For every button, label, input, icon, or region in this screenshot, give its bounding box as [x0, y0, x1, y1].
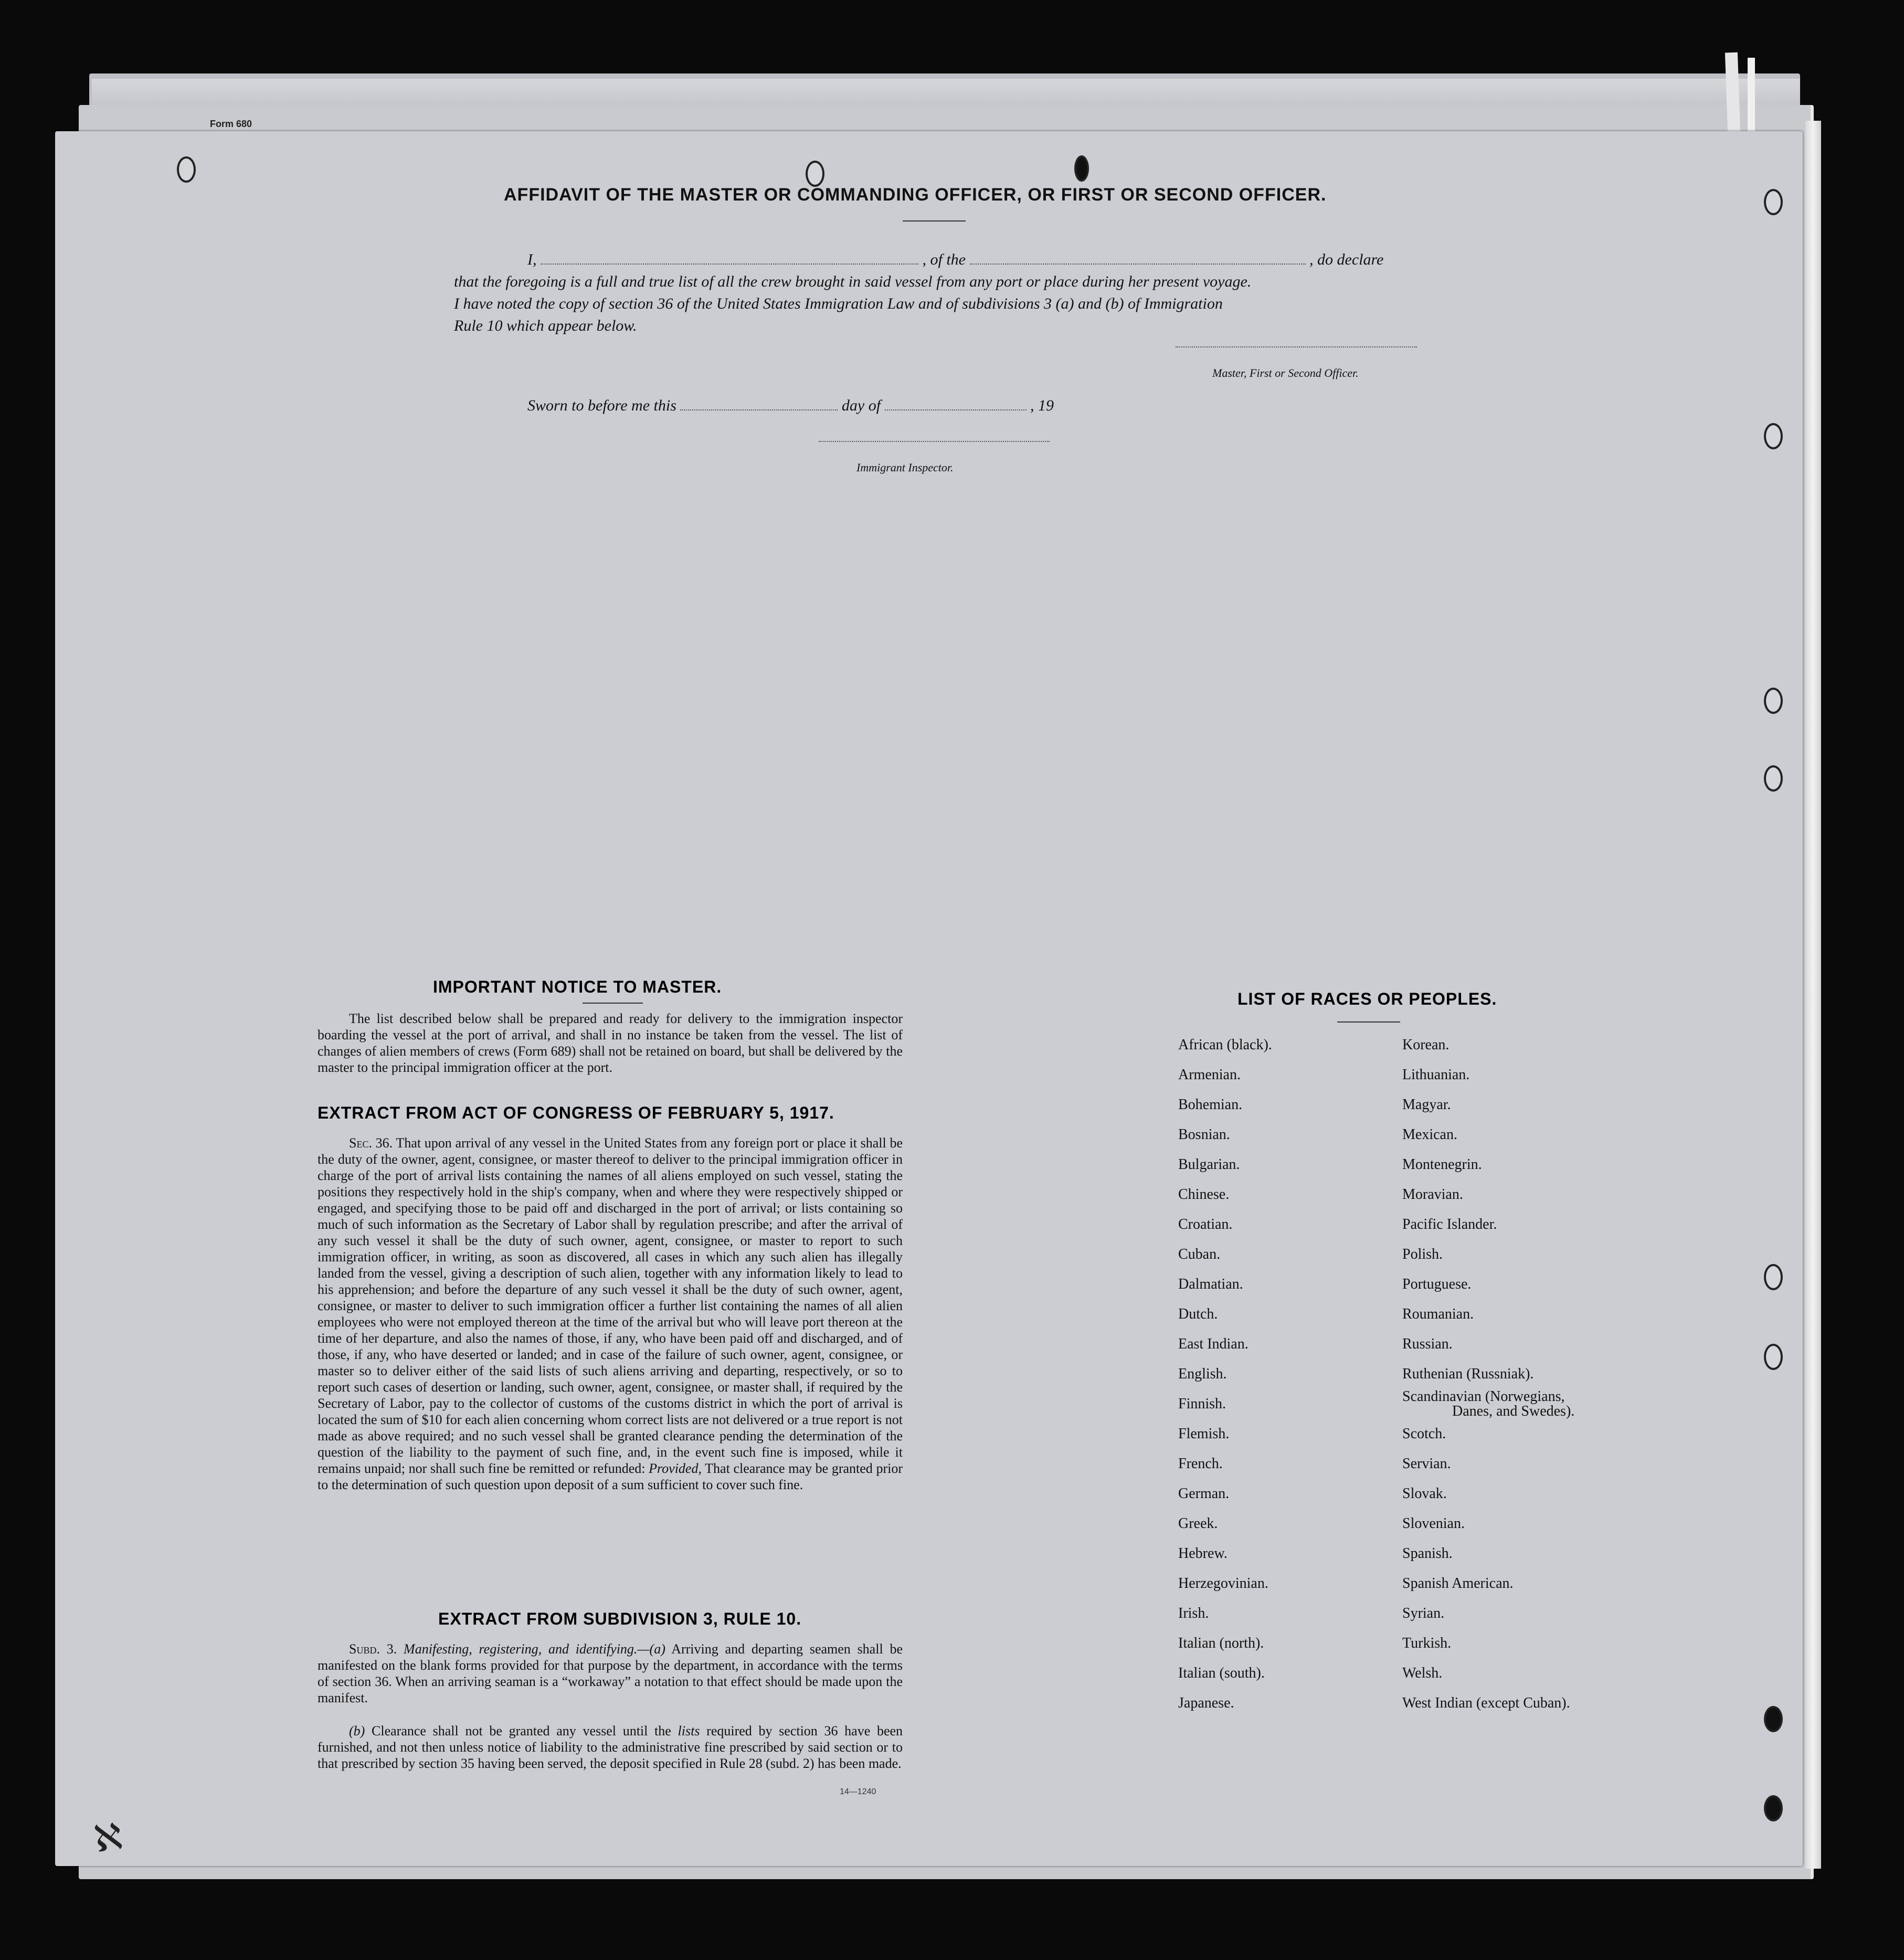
notice-title: IMPORTANT NOTICE TO MASTER.	[433, 977, 722, 996]
race-item: Slovak.	[1402, 1485, 1447, 1502]
race-item: Italian (north).	[1178, 1635, 1264, 1651]
race-item: Russian.	[1402, 1336, 1453, 1352]
act-heading: EXTRACT FROM ACT OF CONGRESS OF FEBRUARY 5, 1917.	[318, 1103, 834, 1122]
notice-underline	[583, 1003, 643, 1004]
subd-label: Subd. 3.	[349, 1641, 397, 1657]
race-item: Cuban.	[1178, 1246, 1221, 1262]
affidavit-line-2: that the foregoing is a full and true list of all the crew brought in said vessel from any port or place during her present voyage.	[454, 273, 1252, 290]
punch-hole-icon	[1764, 765, 1783, 792]
race-item: Syrian.	[1402, 1605, 1445, 1621]
race-item: Ruthenian (Russniak).	[1402, 1366, 1534, 1382]
affidavit-title: AFFIDAVIT OF THE MASTER OR COMMANDING OFFICER, OR FIRST OR SECOND OFFICER.	[504, 185, 1327, 205]
race-item: Dalmatian.	[1178, 1276, 1243, 1292]
punch-hole-icon	[1764, 1795, 1783, 1821]
provided-word: Provided,	[649, 1461, 702, 1476]
race-item: Dutch.	[1178, 1306, 1218, 1322]
rule10-subd-a-text	[318, 1641, 903, 1706]
inspector-signature-field[interactable]	[819, 441, 1050, 442]
form-page	[55, 131, 1803, 1866]
declarant-name-field[interactable]	[541, 264, 918, 265]
race-item: Hebrew.	[1178, 1545, 1228, 1562]
race-item: Greek.	[1178, 1515, 1218, 1532]
subd-title: Manifesting, registering, and identifying.	[404, 1641, 638, 1657]
race-item: Scotch.	[1402, 1426, 1446, 1442]
punch-hole-icon	[1764, 1344, 1783, 1370]
race-item: Pacific Islander.	[1402, 1216, 1497, 1232]
race-item: Moravian.	[1402, 1186, 1463, 1203]
sworn-month-field[interactable]	[885, 409, 1027, 410]
race-item: Italian (south).	[1178, 1665, 1265, 1681]
race-item: English.	[1178, 1366, 1227, 1382]
form-number: Form 680	[210, 119, 252, 129]
race-item: Roumanian.	[1402, 1306, 1474, 1322]
section-label: Sec. 36.	[349, 1135, 393, 1151]
sworn-day-field[interactable]	[680, 409, 838, 410]
race-item: Lithuanian.	[1402, 1067, 1470, 1083]
declare-suffix: , do declare	[1309, 251, 1384, 268]
race-item: Korean.	[1402, 1037, 1450, 1053]
subd-a-label: —(a)	[637, 1641, 665, 1657]
race-item: Scandinavian (Norwegians,	[1402, 1388, 1565, 1405]
act-section-36-text	[318, 1135, 903, 1493]
sheet-right-edge	[1805, 121, 1821, 1869]
subd-b-lists: lists	[678, 1723, 700, 1738]
race-item: Spanish.	[1402, 1545, 1453, 1562]
master-signature-caption: Master, First or Second Officer.	[1212, 366, 1359, 380]
title-underline	[903, 220, 966, 222]
rule10-heading: EXTRACT FROM SUBDIVISION 3, RULE 10.	[438, 1609, 802, 1628]
punch-hole-icon	[1074, 155, 1089, 182]
race-item: German.	[1178, 1485, 1230, 1502]
race-item: West Indian (except Cuban).	[1402, 1695, 1570, 1711]
race-item: Portuguese.	[1402, 1276, 1472, 1292]
sworn-day-of: day of	[841, 397, 881, 414]
affidavit-line-4: Rule 10 which appear below.	[454, 317, 637, 334]
declarant-prefix: I,	[527, 251, 537, 268]
notice-text: The list described below shall be prepared and ready for delivery to the immigration inspector boarding the vessel at the port of arrival, and shall in no instance be taken from the vessel. The list of changes of alien members of crews (Form 689) shall not be retained on board, but shall be delivered by the master to the principal immigration officer at the port.	[318, 1011, 903, 1075]
pencil-mark: ℵ	[91, 1814, 125, 1861]
race-item: Spanish American.	[1402, 1575, 1514, 1592]
race-item: Slovenian.	[1402, 1515, 1465, 1532]
subd-b-body-1: Clearance shall not be granted any vessel until the	[372, 1723, 671, 1738]
subd-b-label: (b)	[349, 1723, 365, 1738]
races-title: LIST OF RACES OR PEOPLES.	[1237, 989, 1497, 1008]
race-item: French.	[1178, 1456, 1223, 1472]
race-item: Herzegovinian.	[1178, 1575, 1268, 1592]
race-item: Welsh.	[1402, 1665, 1443, 1681]
race-item: African (black).	[1178, 1037, 1272, 1053]
race-item: Croatian.	[1178, 1216, 1233, 1232]
race-item: Chinese.	[1178, 1186, 1230, 1203]
sworn-year: , 19	[1030, 397, 1054, 414]
race-item: Mexican.	[1402, 1126, 1457, 1143]
subd-b-body-2: required by section 36 have been furnished, and not then unless notice of liability to the administrative fine prescribed by said section or to that prescribed by section 35 having been served, the deposit specified in Rule 28 (subd. 2) has been made.	[318, 1723, 903, 1771]
rule10-subd-b-text	[318, 1723, 903, 1772]
race-item: Montenegrin.	[1402, 1156, 1482, 1173]
bleed-through-shadow	[325, 202, 333, 228]
section-body-end: That clearance may be granted prior to the determination of such question upon deposit of a sum sufficient to cover such fine.	[318, 1461, 903, 1492]
punch-hole-icon	[1764, 1264, 1783, 1290]
race-item: Finnish.	[1178, 1396, 1226, 1412]
race-item: Bulgarian.	[1178, 1156, 1240, 1173]
master-signature-field[interactable]	[1176, 346, 1417, 347]
race-item: Irish.	[1178, 1605, 1209, 1621]
race-item: Magyar.	[1402, 1097, 1451, 1113]
punch-hole-icon	[177, 156, 196, 183]
race-item: East Indian.	[1178, 1336, 1249, 1352]
race-item: Bosnian.	[1178, 1126, 1230, 1143]
race-item: Turkish.	[1402, 1635, 1452, 1651]
punch-hole-icon	[806, 161, 824, 187]
inspector-caption: Immigrant Inspector.	[856, 461, 954, 474]
race-item: Servian.	[1402, 1456, 1451, 1472]
punch-hole-icon	[1764, 189, 1783, 215]
vessel-prefix: , of the	[922, 251, 966, 268]
subd-a-body: Arriving and departing seamen shall be manifested on the blank forms provided for that purpose by the department, in accordance with the terms of section 36. When an arriving seaman is a “workaway” a notation to that effect should be made upon the manifest.	[318, 1641, 903, 1705]
affidavit-declaration-line	[527, 251, 1383, 269]
race-item: Armenian.	[1178, 1067, 1241, 1083]
race-item: Polish.	[1402, 1246, 1443, 1262]
sworn-line	[527, 397, 1054, 415]
punch-hole-icon	[1764, 1706, 1783, 1732]
race-item: Japanese.	[1178, 1695, 1234, 1711]
sworn-prefix: Sworn to before me this	[527, 397, 676, 414]
binding-strap-thin	[1748, 58, 1755, 131]
form-print-code: 14—1240	[840, 1787, 876, 1796]
punch-hole-icon	[1764, 688, 1783, 714]
punch-hole-icon	[1764, 423, 1783, 449]
vessel-name-field[interactable]	[970, 264, 1306, 265]
section-body: That upon arrival of any vessel in the United States from any foreign port or place it shall be the duty of the owner, agent, consignee, or master thereof to deliver to the principal immigration officer in charge of the port of arrival lists containing the names of all aliens employed on such vessel, stating the positions they respectively hold in the ship's company, when and where they were respectively shipped or engaged, and specifying those to be paid off and discharged in the port of arrival; or lists containing so much of such information as the Secretary of Labor shall by regulation prescribe; and after the arrival of any such vessel it shall be the duty of such owner, agent, consignee, or master to report to such immigration officer, in writing, as soon as discovered, all cases in which any such alien has illegally landed from the vessel, giving a description of such alien, together with any information likely to lead to his apprehension; and before the departure of any such vessel it shall be the duty of such owner, agent, consignee, or master to deliver to such immigration officer a further list containing the names of all alien employees who were not employed thereon at the time of the arrival but who will leave port thereon at the time of her departure, and also the names of those, if any, who have been paid off and discharged, and of those, if any, who have deserted or landed; and in case of the failure of such owner, agent, consignee, or master so to deliver either of the said lists of such aliens arriving and departing, respectively, or so to report such cases of desertion or landing, such owner, agent, consignee, or master shall, if required by the Secretary of Labor, pay to the collector of customs of the customs district in which the port of arrival is located the sum of $10 for each alien concerning whom correct lists are not delivered or a true report is not made as above required; and no such vessel shall be granted clearance pending the determination of the question of the liability to the payment of such fine, and, in the event such fine is imposed, while it remains unpaid; nor shall such fine be remitted or refunded:	[318, 1135, 903, 1476]
race-item-continuation: Danes, and Swedes).	[1452, 1403, 1575, 1419]
affidavit-line-3: I have noted the copy of section 36 of the United States Immigration Law and of subdivisions 3 (a) and (b) of Immigration	[454, 295, 1223, 312]
race-item: Bohemian.	[1178, 1097, 1243, 1113]
race-item: Flemish.	[1178, 1426, 1230, 1442]
races-underline	[1337, 1021, 1400, 1023]
